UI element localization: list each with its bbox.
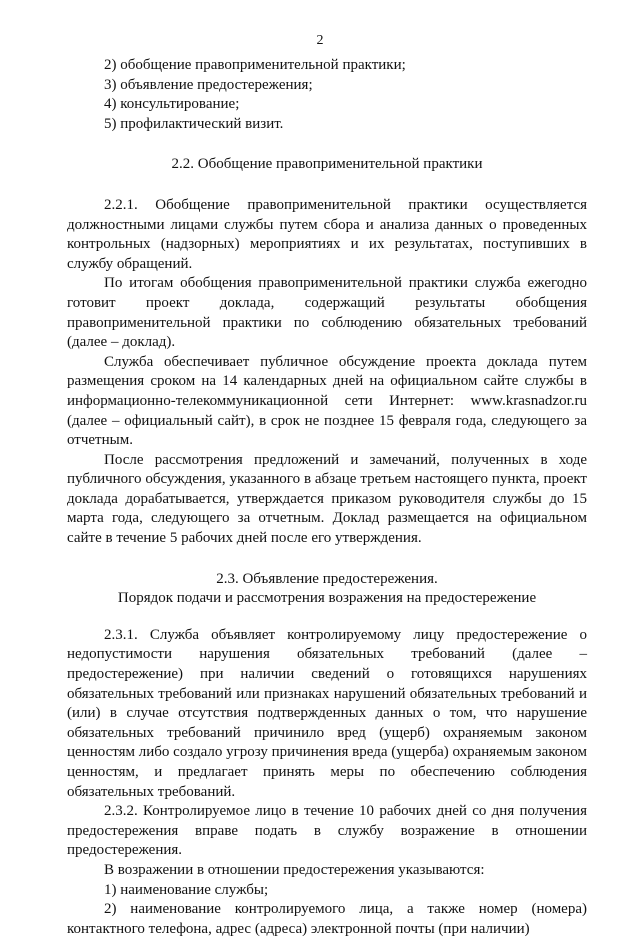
paragraph-report-approval: После рассмотрения предложений и замечаний, полученных в ходе публичного обсуждения, указанного в абзаце третьем настоящего пункта, проект доклада дорабатывается, утверждается приказом руководителя службы до 15 марта года, следующего за отчетным. Доклад размещается на официальном сайте в течение 5 рабочих дней после его утверждения. [67,451,587,547]
prevention-measures-list [67,56,587,134]
section-heading-2-2: 2.2. Обобщение правоприменительной практики [171,156,483,173]
list-item: 2) обобщение правоприменительной практики; [104,57,406,73]
document-body [67,56,587,939]
list-item: 3) объявление предостережения; [104,76,313,93]
paragraph-2-2-1: 2.2.1. Обобщение правоприменительной практики осуществляется должностными лицами службы путем сбора и анализа данных о проведенных контрольных (надзорных) мероприятиях и их результатах, поступивших в службу обращений. [67,196,587,272]
section-heading-2-3: 2.3. Объявление предостережения. [216,570,438,587]
paragraph-2-3-1: 2.3.1. Служба объявляет контролируемому лицу предостережение о недопустимости нарушения обязательных требований (далее – предостережение) при наличии сведений о готовящихся нарушениях обязательных требований или признаках нарушений обязательных требований и (или) в случае отсутствия подтвержденных данных о том, что нарушение обязательных требований причинило вред (ущерб) охраняемым законом ценностям либо создало угрозу причинения вреда (ущерба) охраняемым законом ценностям, и предлагает принять меры по обеспечению соблюдения обязательных требований. [67,626,588,800]
list-item: 4) консультирование; [104,96,240,113]
list-item: 5) профилактический визит. [104,115,284,132]
list-item: 1) наименование службы; [104,881,269,898]
paragraph-2-3-2: 2.3.2. Контролируемое лицо в течение 10 рабочих дней со дня получения предостережения вправе подать в службу возражение в отношении предостережения. [67,803,587,859]
list-item: 2) наименование контролируемого лица, а также номер (номера) контактного телефона, адрес (адреса) электронной почты (при наличии) [67,901,587,937]
paragraph-annual-report: По итогам обобщения правоприменительной практики служба ежегодно готовит проект доклада, содержащий результаты обобщения правоприменительной практики по соблюдению обязательных требований (далее – доклад). [67,275,587,351]
paragraph-public-discussion: Служба обеспечивает публичное обсуждение проекта доклада путем размещения сроком на 14 календарных дней на официальном сайте службы в информационно-телекоммуникационной сети Интернет: www.krasnadzor.ru (далее – официальный сайт), в срок не позднее 15 февраля года, следующего за отчетным. [67,353,587,449]
page-number: 2 [316,33,324,48]
paragraph-objection-contents: В возражении в отношении предостережения указываются: [104,861,485,878]
section-subheading-2-3: Порядок подачи и рассмотрения возражения на предостережение [117,590,537,607]
